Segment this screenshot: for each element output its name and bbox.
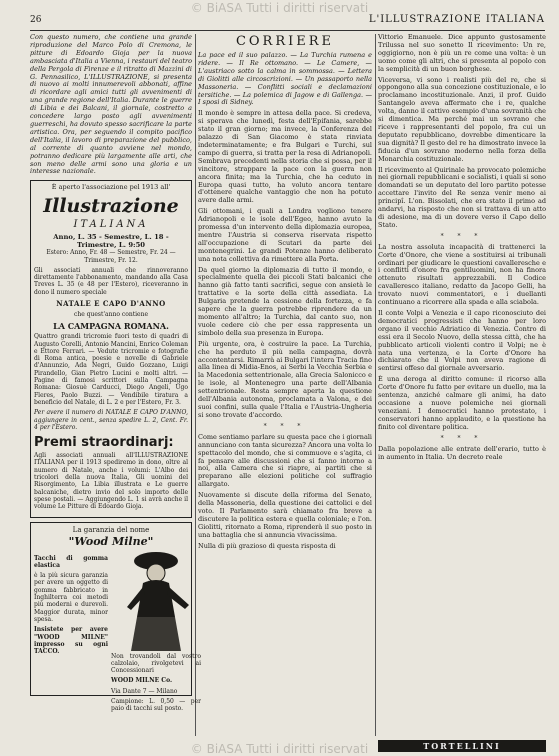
corriere-paragraph-4: Più urgente, ora, è costruire la pace. La Turchia, che ha perduto il più nella campagna, dovrà accontentarsi. Rimarrà ai Bulgari l'intera Tracia fino alla linea di Midia-Enos, ai Serbi la Vecchia Serbia e la Macedonia settentrionale, alla Grecia Salonicco e le isole, al Montenegro una parte dell'Albania settentrionale. Resta sempre aperta la questione dell'Albania autonoma, proclamata a Valona, e dei suoi confini, sulla quale l'Italia e l'Austria-Ungheria si sono trovate d'accordo. bbox=[198, 339, 372, 419]
corriere-paragraph-1: Il mondo è sempre in attesa della pace. Si credeva, si sperava che lunedì, festa dell'Epifania, sarebbe stato il gran giorno; ma invece, la Conferenza del palazzo di San Giacomo è stata rinviata indeterminatamente; e fra Bulgari e Turchi, sul campo di guerra, si tratta per la resa di Adrianopoli. Sembrava precedenti nella storia che si possa, per il vincitore, strappare la pace con la guerra non ancora finita; ma la Turchia, che ha ceduto in Europa quasi tutto, ha voluto ancora tentare d'ottenere qualche vantaggio che non ha potuto avere dalle armi. bbox=[198, 109, 372, 205]
right-paragraph-3: Il ricevimento al Quirinale ha provocato polemiche nei giornali repubblicani e socialisti, i quali si sono domandati se un deputato del loro partito potesse accettare l'invito del Re senza venir meno ai principî. L'on. Bissolati, che era stato il primo ad andarvi, ha risposto che non si trattava di un atto di adesione, ma di un dovere verso il Capo dello Stato. bbox=[378, 165, 546, 229]
wood-milne-dealer-block bbox=[111, 653, 201, 716]
wood-milne-address: Via Dante 7 — Milano bbox=[111, 687, 178, 695]
wood-milne-ad bbox=[30, 522, 201, 713]
ad-prices-abroad: Estero: Anno, Fr. 48 — Semestre, Fr. 24 — Trimestre, Fr. 12. bbox=[46, 249, 176, 264]
ad-premi-heading: Premi straordinarj: bbox=[34, 435, 174, 451]
ad-prices: Anno, L. 35 - Semestre, L. 18 - Trimestre, L. 9:50 bbox=[53, 233, 169, 250]
wood-milne-company: WOOD MILNE Co. bbox=[111, 677, 173, 685]
right-paragraph-5: Il conte Volpi a Venezia e il capo riconosciuto dei democratici progressisti che hanno per loro organo il vecchio Adriatico di Venezia. Contro di essi era il Secolo Nuovo, della stessa città, che ha pubblicato articoli violenti contro il Volpi; ne è nata una vertenza, e la Corte d'Onore ha dichiarato che il Volpi non aveva ragione di sentirsi offeso dal giornale avversario. bbox=[378, 309, 546, 373]
ad-gift-note-2: Per avere il numero di NATALE E CAPO D'ANNO, aggiungere in cent., senza spedire L. 2, Cent. Fr. 4 per l'Estero. bbox=[34, 409, 188, 431]
subscription-ad bbox=[30, 180, 192, 517]
page-header bbox=[30, 14, 545, 31]
ad-campagna-title: LA CAMPAGNA ROMANA. bbox=[53, 321, 169, 332]
column-right bbox=[378, 34, 546, 736]
corriere-title: CORRIERE bbox=[235, 34, 335, 49]
right-divider-1: * * * bbox=[440, 232, 484, 240]
wood-milne-sold: Non trovandoli dal vostro calzolaio, rivolgetevi ai Concessionari bbox=[111, 652, 201, 675]
right-paragraph-7: Dalla popolazione alle entrate dell'erario, tutto è in aumento in Italia. Un decreto reale bbox=[378, 444, 546, 461]
wood-milne-price: Campione: L. 0,50 — per paio di tacchi sul posto. bbox=[111, 698, 201, 713]
corriere-paragraph-6: Nuovamente si discute della riforma del Senato, della Massoneria, della questione dei cattolici e del voto. Il Parlamento sarà chiamato fra breve a discutere la politica estera e quella coloniale; e l'on. Giolitti, ritornato a Roma, riprenderà il suo posto in una battaglia che si annuncia vivacissima. bbox=[198, 491, 372, 539]
woman-figure-illustration bbox=[113, 547, 199, 651]
wood-milne-tacchi: Tacchi di gomma elastica bbox=[34, 554, 108, 569]
column-rule-right bbox=[375, 34, 376, 736]
ad-title-illustrazione: Illustrazione bbox=[43, 195, 179, 218]
intro-paragraph: Con questo numero, che contiene una grande riproduzione del Marco Polo di Cremona, le pitture di Edoardo Gioja per la nuova ambasciata d'Italia a Vienna, i restauri del teatro della Pergola di Firenze e il ritratto di Mazzini di G. Pennasilico, L'ILLUSTRAZIONE, si presenta di nuovo ai molti innumerevoli abbonati, affine di ricordare agli amici tutti gli avvenimenti di una grande regione dell'Italia. Durante le guerre di Libia e dei Balcani, il giornale, costretto a concedere largo posto agli avvenimenti guerreschi, ha dovuto spesso sacrificare la parte artistica. Ora, per seguendo il compito pacifico dell'Italia, il lavoro di preparazione del pubblico, al corrente di quanto avviene nel mondo, potranno dedicare più largamente alle arti, che son meno delle armi sono una gloria e un interesse nazionale. bbox=[30, 33, 192, 176]
ad-natale-sub: che quest'anno contiene bbox=[73, 311, 149, 318]
right-paragraph-2: Viceversa, vi sono i realisti più del re, che si oppongono alla sua concezione costituzionale, e lo proclamano incostituzionale. Anzi, il prof. Guido Santangelo aveva affermato che i re, qualche volta, danno il cattivo esempio d'una sovranità che si dimentica. Ma perché mai un sovrano che riceve i rappresentanti del popolo, fra cui un deputato repubblicano, dovrebbe dimenticare la sua dignità? Il gesto del re ha dimostrato invece la fiducia d'un sovrano moderno nella forza della Monarchia costituzionale. bbox=[378, 75, 546, 163]
column-left bbox=[30, 33, 201, 736]
corriere-paragraph-5: Come sentiamo parlare su questa pace che i giornali annunciano con tanta sicurezza? Ancora una volta lo spettacolo del mondo, che si commuove e s'agita, ci fa pensare alle discussioni che si fanno intorno a noi, alla Camera che si riapre, ai partiti che si preparano alle elezioni politiche col suffragio allargato. bbox=[198, 432, 372, 489]
wood-milne-text: è la più sicura garanzia per avere un oggetto di gomma fabbricato in Inghilterra coi metodi più moderni e durevoli. Maggior durata, minor spesa. bbox=[34, 572, 108, 623]
corriere-paragraph-3: Da quel giorno la diplomazia di tutto il mondo, e specialmente quella dei piccoli Stati balcanici che hanno già fatto tanti sacrifici, segue con ansietà le trattative e la sorte della città assediata. La Bulgaria pretende la cessione della fortezza, e fa sapere che la guerra potrebbe riprendere da un momento all'altro; la Turchia, dal canto suo, non vuole cedere ciò che per essa rappresenta un simbolo della sua presenza in Europa. bbox=[198, 265, 372, 337]
tortellini-ad-banner: TORTELLINI bbox=[378, 740, 546, 752]
wood-milne-brand: "Wood Milne" bbox=[68, 534, 154, 548]
ad-gift-note: Gli associati annuali che rinnoveranno direttamente l'abbonamento, mandando alla Casa Treves L. 35 (e 48 per l'Estero), riceveranno in dono il numero speciale bbox=[34, 266, 188, 296]
watermark-bottom: © BiASA Tutti i diritti riservati bbox=[190, 742, 369, 756]
ad-title-italiana: ITALIANA bbox=[73, 219, 149, 231]
corriere-paragraph-2: Gli ottomani, i quali a Londra vogliono tenere Adrianopoli e le isole dell'Egeo, hanno avuto la promessa d'un intervento della diplomazia europea, mentre l'Austria si conserva riservata rispetto all'occupazione di Scutari da parte dei montenegrini. Le grandi Potenze hanno deliberato una nota collettiva da rimettere alla Porta. bbox=[198, 207, 372, 263]
wood-milne-insist: Insistete per avere "WOOD MILNE" impresso su ogni TACCO. bbox=[34, 626, 108, 656]
right-paragraph-6: È una deroga al diritto comune: il ricorso alla Corte d'Onore fu fatto per evitare un duello, ma la sentenza, anziché calmare gli animi, ha dato occasione a nuove polemiche nei giornali veneziani. I democratici hanno protestato, i conservatori hanno applaudito, e la questione ha finito col diventare politica. bbox=[378, 375, 546, 431]
right-paragraph-4: La nostra assoluta incapacità di trattenerci la Corte d'Onore, che viene a sostituirsi ai tribunali ordinari per giudicare le questioni cavalleresche e i conflitti d'onore fra gentiluomini, non ha finora ottenuto risultati apprezzabili. Il Codice cavalleresco italiano, redatto da Jacopo Gelli, ha trovato nuovi commentatori, e i duellanti continuano a ricorrere alla spada e alla sciabola. bbox=[378, 242, 546, 307]
right-paragraph-1: Vittorio Emanuele. Dice appunto gustosamente Trilussa nel suo sonetto Il ricevimento: Un re, oggigiorno, non è più un re come una volta: è un uomo come gli altri, che si presenta al popolo con la semplicità di un buon borghese. bbox=[378, 33, 546, 73]
ad-premi-text: Agli associati annuali all'ILLUSTRAZIONE ITALIANA per il 1913 spediremo in dono, oltre al numero di Natale, anche i volumi: L'Albo dei tricolori della nuova Italia, Gli uomini del Risorgimento, La Libia illustrata e Le guerre balcaniche, dietro invio del solo importo delle spese postali. — Aggiungendo L. 1 si avrà anche il volume Le Pitture di Edoardo Gioja. bbox=[34, 452, 188, 511]
corriere-lead: La pace ed il suo palazzo. — La Turchia rumena e ridere. — Il Re ottomano. — Le Camere, — L'austriaco sotto la calma in sommossa. — Lettera di Giolitti alle circoscrizioni. — Un passaporto nella Massoneria. — Conflitti sociali e declamazioni tersitiche. — La polemica di Jagow e di Gallenga. — I sposi di Sidney. bbox=[198, 51, 372, 107]
watermark-top: © BiASA Tutti i diritti riservati bbox=[190, 1, 369, 15]
ad-natale-heading: NATALE E CAPO D'ANNO bbox=[56, 299, 166, 308]
wood-milne-guarantee: La garanzia del nome bbox=[72, 525, 150, 534]
section-divider: * * * bbox=[263, 422, 307, 430]
right-divider-2: * * * bbox=[440, 434, 484, 442]
page-number: 26 bbox=[30, 15, 42, 25]
ad-campagna-text: Quattro grandi tricromie fuori testo di quadri di Augusto Corelli, Antonio Mancini, Enrico Coleman e Ettore Ferrari. — Vedute tricromie e fotografie di Roma antica, poesie e novelle di Gabriele d'Annunzio, Ada Negri, Guido Gozzano, Luigi Pirandello, Gian Pietro Lucini e molti altri. — Pagine di famosi scrittori sulla Campagna Romana: Giosuè Carducci, Diego Angeli, Ugo Fleres, Paolo Buzzi. — Vendibile tiratura a beneficio del Natale, di L. 2 e per l'Estero, Fr. 3. bbox=[34, 333, 188, 406]
masthead: L'ILLUSTRAZIONE ITALIANA bbox=[368, 14, 545, 25]
column-middle bbox=[198, 34, 372, 736]
ad-opened-line: È aperto l'associazione pel 1913 all' bbox=[51, 183, 171, 192]
corriere-paragraph-7: Nulla di più grazioso di questa risposta di bbox=[198, 541, 336, 550]
wood-milne-left-text bbox=[34, 555, 108, 659]
